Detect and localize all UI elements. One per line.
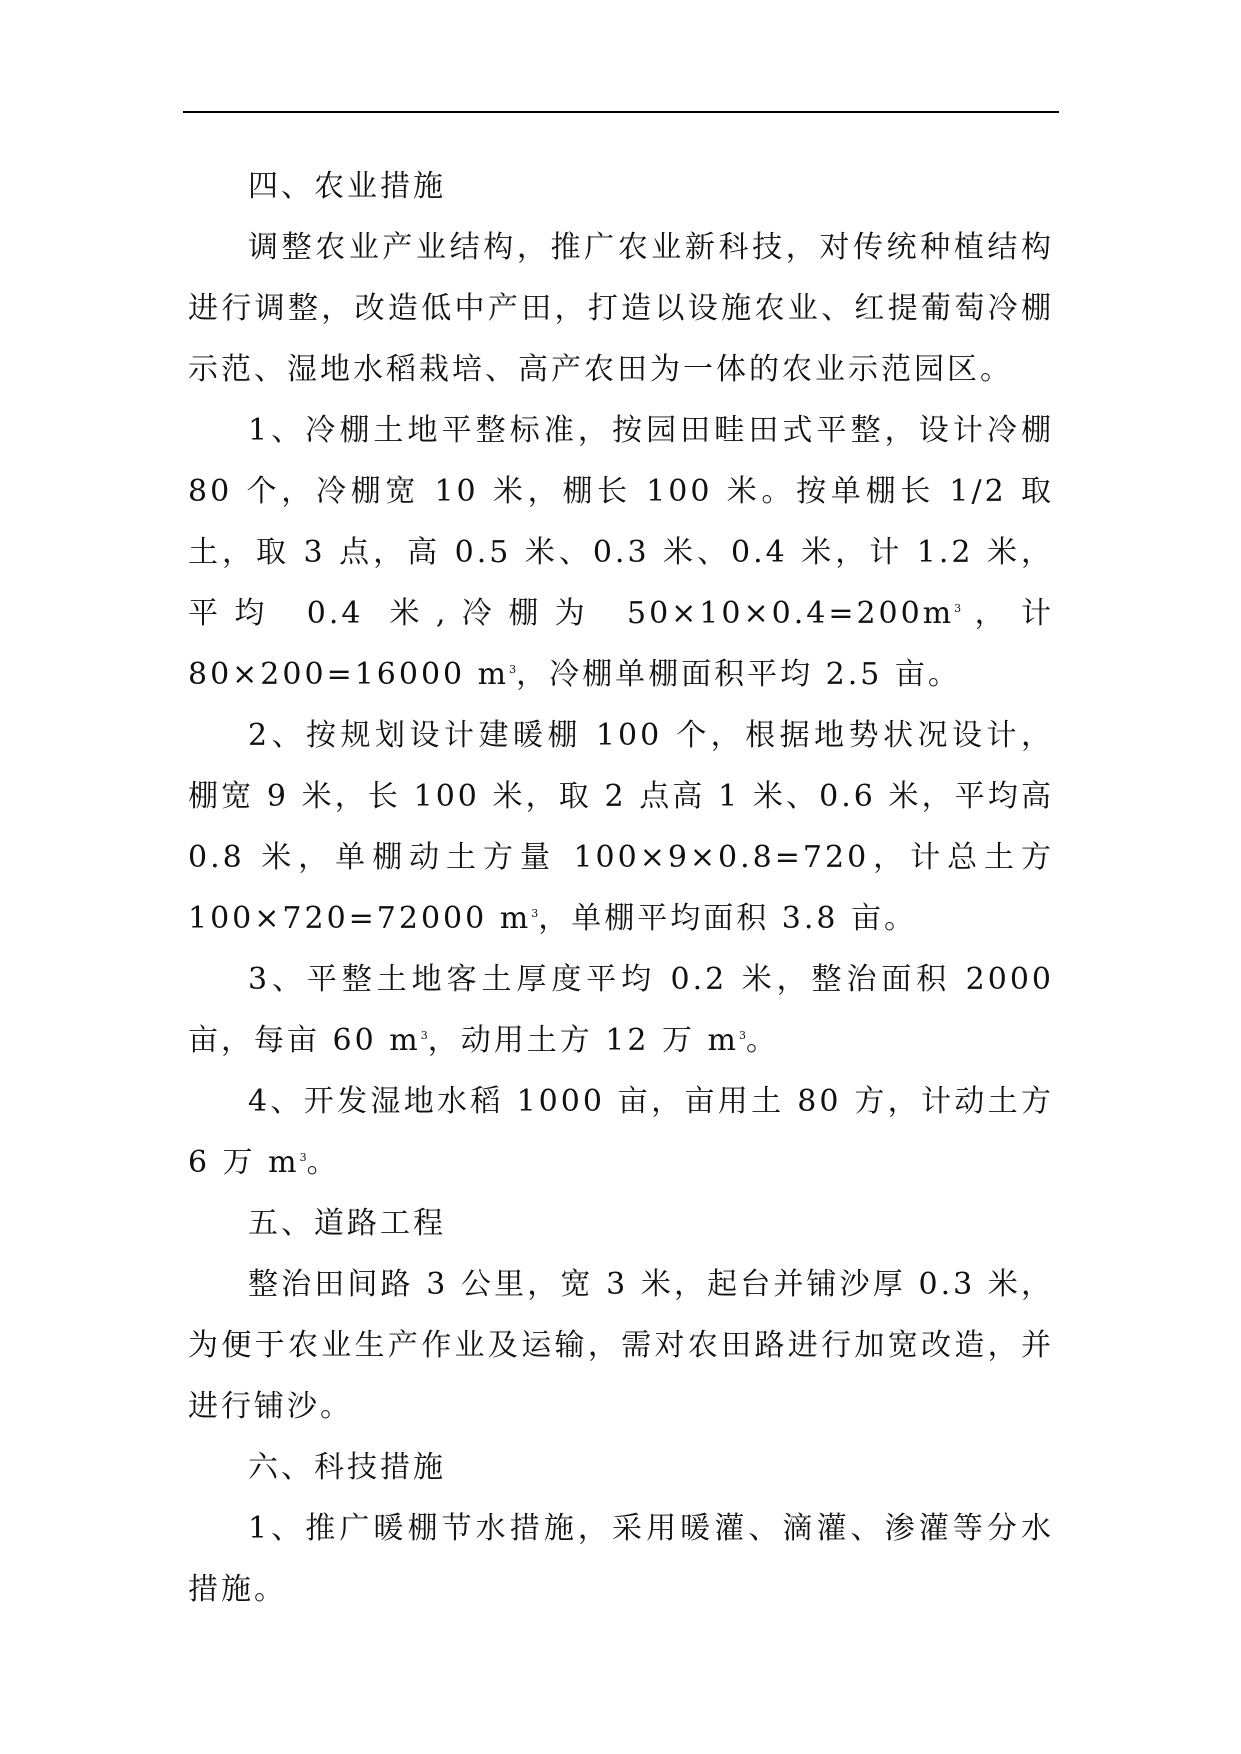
paragraph-land-leveling [188,949,1054,1071]
superscript: 3 [531,907,539,920]
text-run: 4、开发湿地水稻 1000 亩，亩用土 80 方，计动土方 6 万 m [188,1084,1054,1180]
paragraph-wetland-rice [188,1071,1054,1193]
header-rule [183,111,1059,113]
paragraph-technology: 1、推广暖棚节水措施，采用暖灌、滴灌、渗灌等分水措施。 [188,1511,1054,1607]
superscript: 3 [420,1029,428,1042]
superscript: 3 [954,602,962,615]
text-run: ，单棚平均面积 3.8 亩。 [538,901,918,936]
text-run: ，动用土方 12 万 m [427,1023,739,1058]
document-body [188,156,1054,1620]
section-heading-roads: 五、道路工程 [248,1206,446,1241]
paragraph-roads: 整治田间路 3 公里，宽 3 米，起台并铺沙厚 0.3 米，为便于农业生产作业及运输，需对农田路进行加宽改造，并进行铺沙。 [188,1267,1054,1424]
text-run: 。 [306,1145,340,1180]
paragraph-cold-shed [188,400,1054,705]
paragraph-agriculture-intro: 调整农业产业结构，推广农业新科技，对传统种植结构进行调整，改造低中产田，打造以设施农业、红提葡萄冷棚示范、湿地水稻栽培、高产农田为一体的农业示范园区。 [188,230,1054,387]
text-run: ，冷棚单棚面积平均 2.5 亩。 [516,657,961,692]
text-run: 2、按规划设计建暖棚 100 个，根据地势状况设计，棚宽 9 米，长 100 米，取 2 点高 1 米、0.6 米，平均高 0.8 米，单棚动土方量 100×9×0.8=720，计总土方 100×720=72000 m [188,718,1054,936]
superscript: 3 [299,1151,307,1164]
section-heading-technology: 六、科技措施 [248,1450,446,1485]
superscript: 3 [738,1029,746,1042]
superscript: 3 [509,663,517,676]
section-heading-agriculture: 四、农业措施 [248,169,446,204]
paragraph-warm-shed [188,705,1054,949]
text-run: 。 [745,1023,779,1058]
text-run: 3、平整土地客土厚度平均 0.2 米，整治面积 2000 亩，每亩 60 m [188,962,1054,1058]
text-run: ，计 80×200=16000 m [188,596,1054,692]
text-run: 1、冷棚土地平整标准，按园田畦田式平整，设计冷棚 80 个，冷棚宽 10 米，棚长 100 米。按单棚长 1/2 取土，取 3 点，高 0.5 米、0.3 米、0.4 米，计 1.2 米，平均 0.4 米,冷棚为 50×10×0.4=200m [188,413,1054,631]
